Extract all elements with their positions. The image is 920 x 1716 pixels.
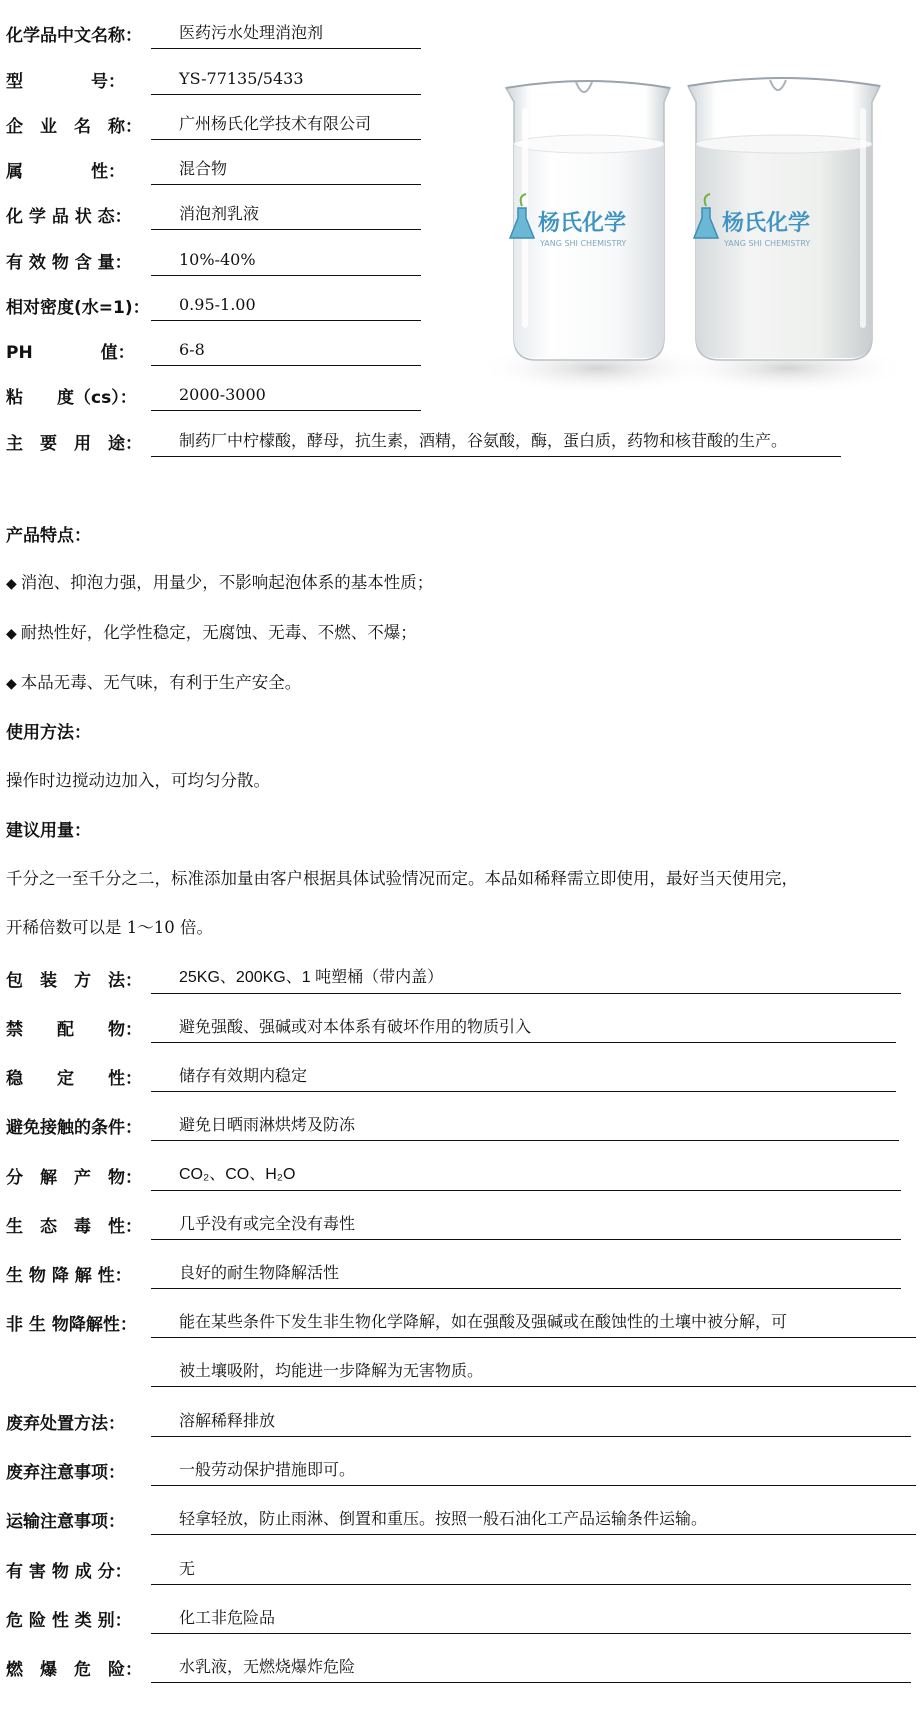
field-value: 被土壤吸附，均能进一步降解为无害物质。 xyxy=(151,1357,916,1387)
field-label: 主 要 用 途： xyxy=(6,434,142,454)
field-value: 消泡剂乳液 xyxy=(151,200,421,230)
field-label: 化 学 品 状 态： xyxy=(6,207,132,227)
field-label: 生 物 降 解 性： xyxy=(6,1266,132,1286)
dosage-text-line: 开稀倍数可以是 1～10 倍。 xyxy=(6,918,213,937)
brand-name: 杨氏化学 xyxy=(722,211,811,236)
field-label: 运输注意事项： xyxy=(6,1512,125,1532)
field-label: 粘 度（cs）： xyxy=(6,388,137,408)
field-label: 危 险 性 类 别： xyxy=(6,1611,132,1631)
usage-text: 操作时边搅动边加入，可均匀分散。 xyxy=(6,771,270,790)
feature-item: ◆ 消泡、抑泡力强，用量少，不影响起泡体系的基本性质； xyxy=(6,573,434,592)
field-label: 分 解 产 物： xyxy=(6,1168,142,1188)
field-label: 燃 爆 危 险： xyxy=(6,1660,142,1680)
dosage-text-line: 千分之一至千分之二，标准添加量由客户根据具体试验情况而定。本品如稀释需立即使用，最好当天使用完， xyxy=(6,869,798,888)
field-label: 有 效 物 含 量： xyxy=(6,253,132,273)
brand-sub: YANG SHI CHEMISTRY xyxy=(724,239,811,248)
diamond-bullet-icon: ◆ xyxy=(6,676,17,692)
field-value: 一般劳动保护措施即可。 xyxy=(151,1456,916,1486)
field-value: 化工非危险品 xyxy=(151,1604,911,1634)
field-label: 废弃处置方法： xyxy=(6,1414,125,1434)
features-heading: 产品特点： xyxy=(6,526,91,546)
usage-heading: 使用方法： xyxy=(6,723,91,743)
field-value: 混合物 xyxy=(151,155,421,185)
field-label: 禁 配 物： xyxy=(6,1020,142,1040)
brand-sub: YANG SHI CHEMISTRY xyxy=(540,239,627,248)
field-label: 废弃注意事项： xyxy=(6,1463,125,1483)
field-value: 避免强酸、强碱或对本体系有破坏作用的物质引入 xyxy=(151,1013,896,1043)
field-value: 2000-3000 xyxy=(151,381,421,411)
field-label: 化学品中文名称： xyxy=(6,26,142,46)
field-label: 稳 定 性： xyxy=(6,1069,142,1089)
product-photo xyxy=(488,68,908,398)
field-value: 无 xyxy=(151,1555,911,1585)
field-label: PH 值： xyxy=(6,343,135,363)
field-label: 避免接触的条件： xyxy=(6,1118,142,1138)
field-value: 良好的耐生物降解活性 xyxy=(151,1259,901,1289)
field-label: 非 生 物降解性： xyxy=(6,1315,137,1335)
field-value: 水乳液，无燃烧爆炸危险 xyxy=(151,1653,911,1683)
field-value: 制药厂中柠檬酸，酵母，抗生素，酒精，谷氨酸，酶，蛋白质，药物和核苷酸的生产。 xyxy=(151,427,841,457)
field-value: 储存有效期内稳定 xyxy=(151,1062,896,1092)
field-value: 医药污水处理消泡剂 xyxy=(151,19,421,49)
field-value: 几乎没有或完全没有毒性 xyxy=(151,1210,901,1240)
field-label: 有 害 物 成 分： xyxy=(6,1562,132,1582)
dosage-heading: 建议用量： xyxy=(6,821,91,841)
field-label: 属 性： xyxy=(6,162,125,182)
field-value: 轻拿轻放，防止雨淋、倒置和重压。按照一般石油化工产品运输条件运输。 xyxy=(151,1505,916,1535)
feature-item: ◆ 本品无毒、无气味，有利于生产安全。 xyxy=(6,673,302,692)
field-value: CO₂、CO、H₂O xyxy=(151,1161,901,1191)
field-value: 10%-40% xyxy=(151,246,421,276)
brand-name: 杨氏化学 xyxy=(538,211,627,236)
field-label: 包 装 方 法： xyxy=(6,971,142,991)
feature-item: ◆ 耐热性好，化学性稳定，无腐蚀、无毒、不燃、不爆； xyxy=(6,623,417,642)
field-label: 相对密度(水=1)： xyxy=(6,298,150,318)
field-value: 广州杨氏化学技术有限公司 xyxy=(151,110,421,140)
field-value: 0.95-1.00 xyxy=(151,291,421,321)
diamond-bullet-icon: ◆ xyxy=(6,626,17,642)
field-label: 生 态 毒 性： xyxy=(6,1217,142,1237)
field-value: 溶解稀释排放 xyxy=(151,1407,911,1437)
field-value: 25KG、200KG、1 吨塑桶（带内盖） xyxy=(151,964,901,994)
field-label: 型 号： xyxy=(6,72,125,92)
field-value: 能在某些条件下发生非生物化学降解，如在强酸及强碱或在酸蚀性的土壤中被分解，可 xyxy=(151,1308,916,1338)
field-label: 企 业 名 称： xyxy=(6,117,142,137)
field-value: 避免日晒雨淋烘烤及防冻 xyxy=(151,1111,899,1141)
field-value: 6-8 xyxy=(151,336,421,366)
diamond-bullet-icon: ◆ xyxy=(6,576,17,592)
field-value: YS-77135/5433 xyxy=(151,65,421,95)
